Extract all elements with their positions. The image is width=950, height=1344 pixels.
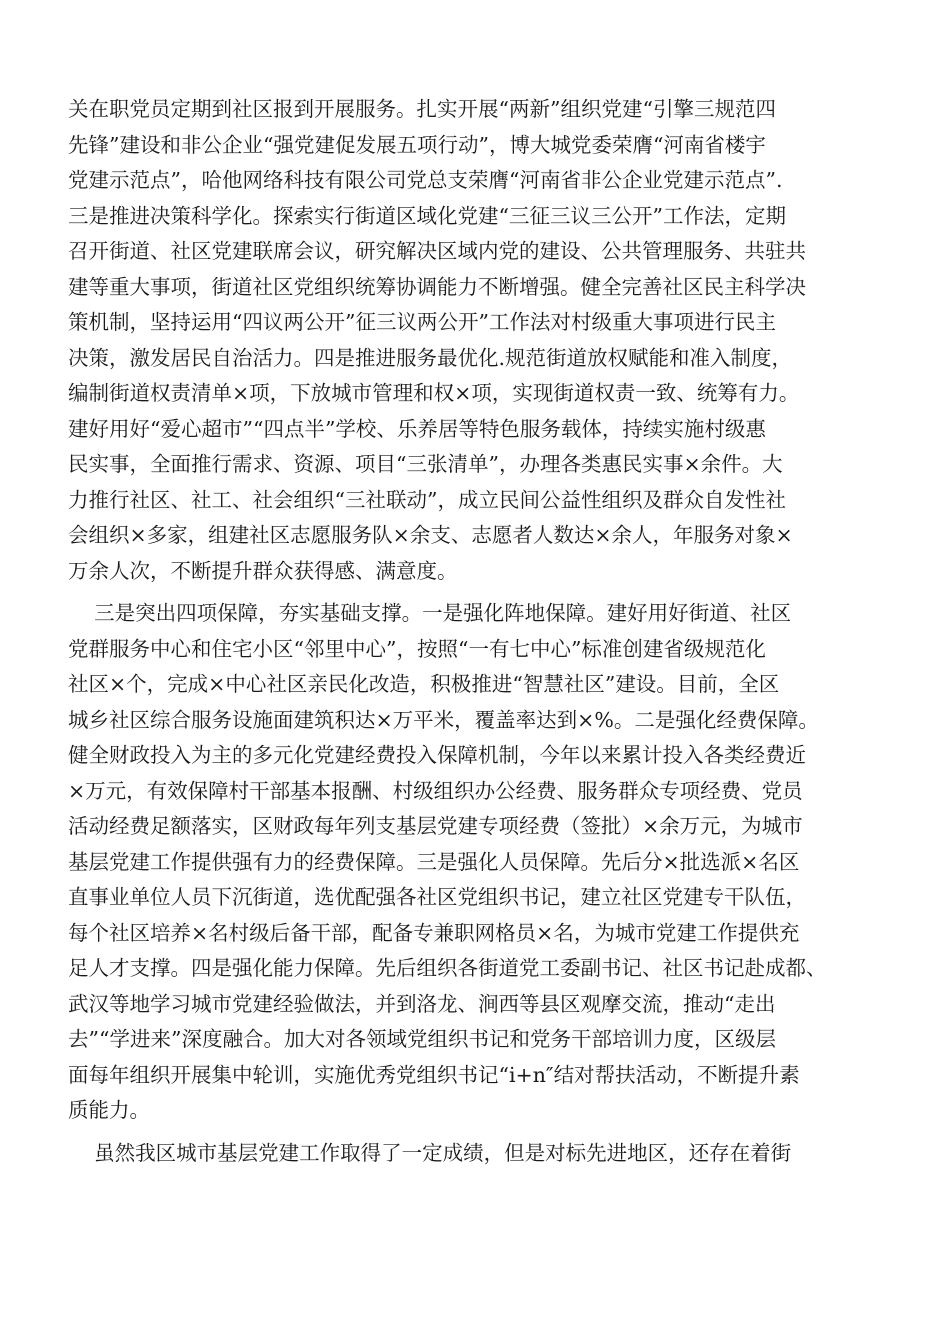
text-line: 直事业单位人员下沉街道，选优配强各社区党组织书记，建立社区党建专干队伍， <box>68 885 806 909</box>
text-line: 召开街道、社区党建联席会议，研究解决区域内党的建设、公共管理服务、共驻共 <box>68 239 806 263</box>
paragraph <box>68 1136 886 1172</box>
text-line: 面每年组织开展集中轮训，实施优秀党组织书记“i+n″结对帮扶活动，不断提升素 <box>68 1062 800 1087</box>
text-line: 三是推进决策科学化。探索实行街道区域化党建“三征三议三公开”工作法，定期 <box>68 203 786 228</box>
text-line: 去”“学进来”深度融合。加大对各领域党组织书记和党务干部培训力度，区级层 <box>68 1027 776 1051</box>
paragraph <box>68 596 886 1129</box>
text-line: 三是突出四项保障，夯实基础支撑。一是强化阵地保障。建好用好街道、社区 <box>68 601 792 625</box>
text-line: 民实事，全面推行需求、资源、项目“三张清单”，办理各类惠民实事×余件。大 <box>68 452 783 476</box>
text-line: 武汉等地学习城市党建经验做法，并到洛龙、涧西等县区观摩交流，推动“走出 <box>68 991 776 1016</box>
text-line: 会组织×多家，组建社区志愿服务队×余支、志愿者人数达×余人，年服务对象× <box>68 523 793 547</box>
text-line: 编制街道权责清单×项，下放城市管理和权×项，实现街道权责一致、统筹有力。 <box>68 381 800 405</box>
text-line: 活动经费足额落实，区财政每年列支基层党建专项经费（签批）×余万元，为城市 <box>68 814 803 838</box>
text-line: 建等重大事项，街道社区党组织统筹协调能力不断增强。健全完善社区民主科学决 <box>68 274 806 299</box>
document-body <box>68 92 886 1171</box>
text-line: 策机制，坚持运用“四议两公开”征三议两公开”工作法对村级重大事项进行民主 <box>68 310 776 334</box>
text-line: 城乡社区综合服务设施面建筑积达×万平米，覆盖率达到×%。二是强化经费保障。 <box>68 707 819 732</box>
text-line: 基层党建工作提供强有力的经费保障。三是强化人员保障。先后分×批选派×名区 <box>68 849 800 874</box>
text-line: 虽然我区城市基层党建工作取得了一定成绩，但是对标先进地区，还存在着街 <box>68 1140 792 1165</box>
text-line: 质能力。 <box>68 1098 150 1122</box>
text-line: 党群服务中心和住宅小区“邻里中心”，按照“一有七中心”标准创建省级规范化 <box>68 636 766 661</box>
text-line: 万余人次，不断提升群众获得感、满意度。 <box>68 558 458 583</box>
text-line: 足人才支撑。四是强化能力保障。先后组织各街道党工委副书记、社区书记赴成都、 <box>68 956 827 980</box>
text-line: 先锋”建设和非公企业“强党建促发展五项行动”，博大城党委荣膺“河南省楼宇 <box>68 132 766 157</box>
text-line: 每个社区培养×名村级后备干部，配备专兼职网格员×名，为城市党建工作提供充 <box>68 920 800 945</box>
text-line: 社区×个，完成×中心社区亲民化改造，积极推进“智慧社区”建设。目前，全区 <box>68 672 780 696</box>
text-line: 力推行社区、社工、社会组织“三社联动”，成立民间公益性组织及群众自发性社 <box>68 487 786 512</box>
text-line: ×万元，有效保障村干部基本报酬、村级组织办公经费、服务群众专项经费、党员 <box>68 778 803 803</box>
text-line: 关在职党员定期到社区报到开展服务。扎实开展“两新”组织党建“引擎三规范四 <box>68 97 776 121</box>
paragraph <box>68 92 886 589</box>
text-line: 党建示范点”，哈他网络科技有限公司党总支荣膺“河南省非公企业党建示范点”. <box>68 168 783 192</box>
text-line: 建好用好“爱心超市”“四点半”学校、乐养居等特色服务载体，持续实施村级惠 <box>68 416 766 441</box>
text-line: 健全财政投入为主的多元化党建经费投入保障机制，今年以来累计投入各类经费近 <box>68 743 806 767</box>
text-line: 决策，激发居民自治活力。四是推进服务最优化.规范街道放权赋能和准入制度， <box>68 345 793 370</box>
